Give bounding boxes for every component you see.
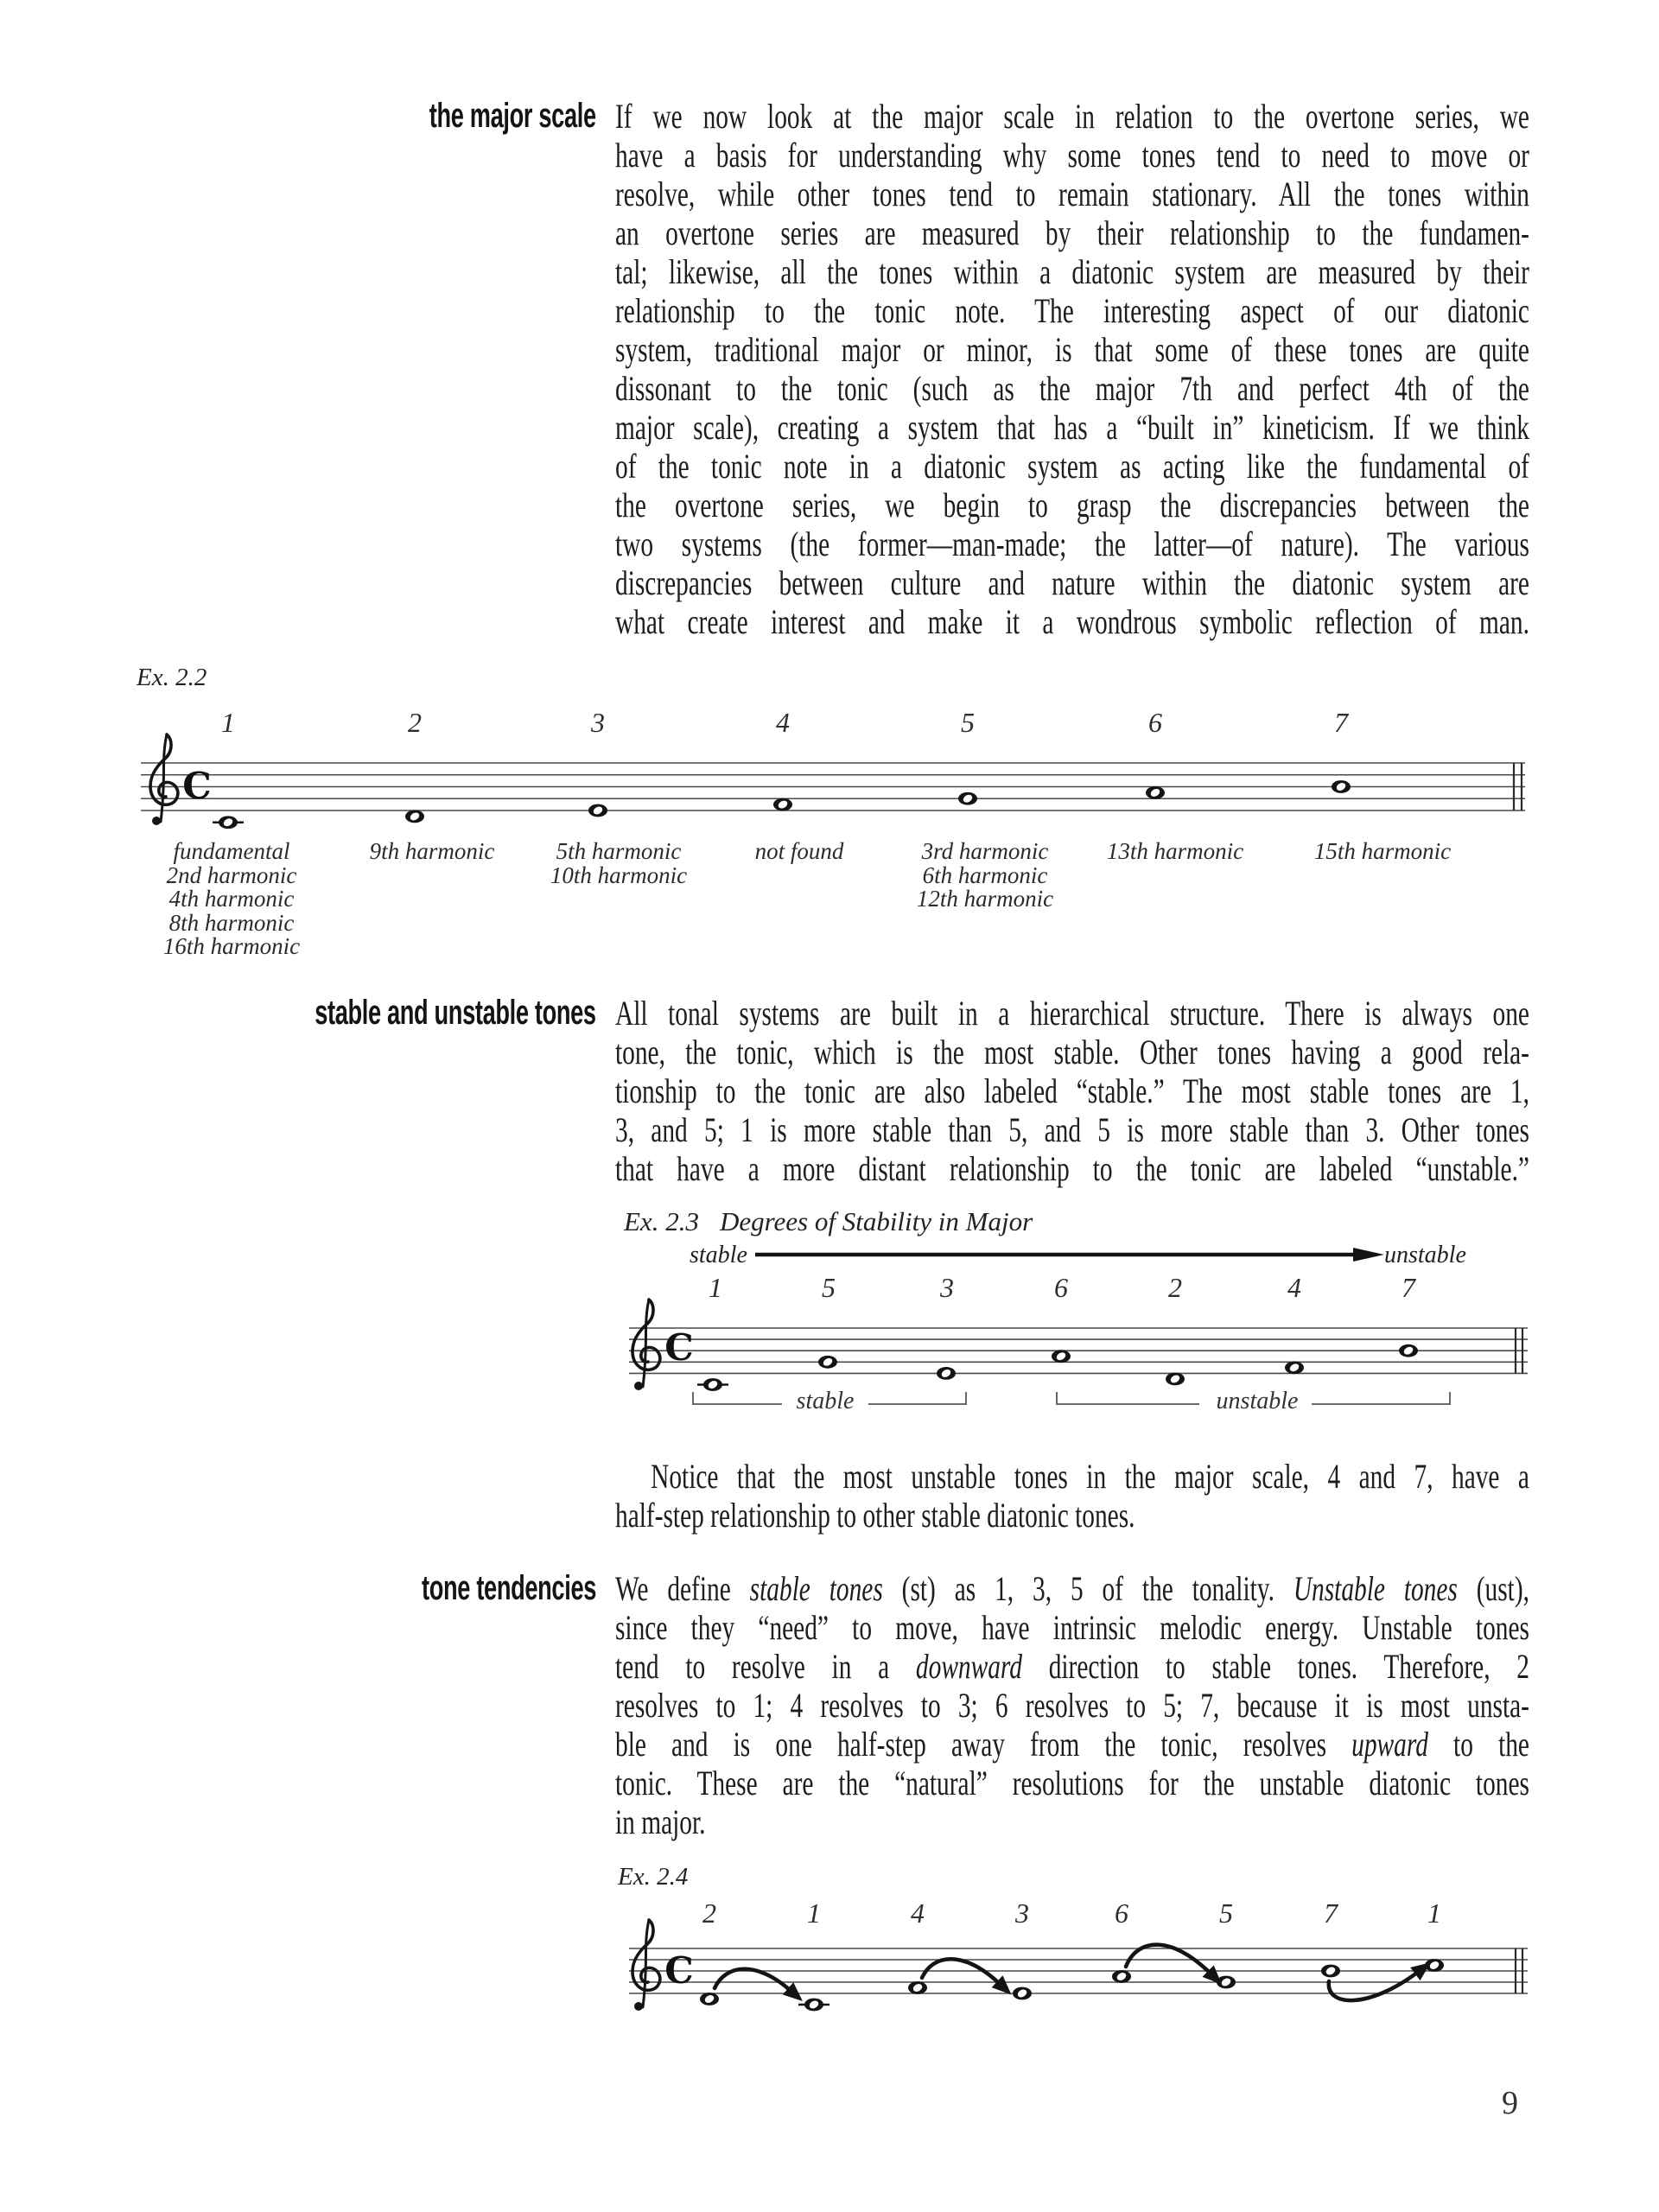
- whole-note: [804, 1999, 823, 2012]
- scale-degree-number: 6: [1148, 707, 1162, 738]
- paragraph-line: 3, and 5; 1 is more stable than 5, and 5 is more stable than 3. Other tones: [615, 1110, 1529, 1149]
- whole-note: [1399, 1344, 1418, 1357]
- harmonic-label-column: [1287, 840, 1478, 864]
- common-time-icon: C: [182, 765, 212, 807]
- whole-note: [1332, 780, 1351, 793]
- page-number: 9: [1502, 2085, 1518, 2121]
- harmonic-label: 5th harmonic: [556, 838, 682, 864]
- scale-degree-number: 7: [1334, 707, 1348, 738]
- harmonic-label: 8th harmonic: [168, 909, 295, 936]
- scale-degree-number: 4: [911, 1897, 925, 1929]
- whole-note: [405, 810, 424, 823]
- paragraph-line: since they “need” to move, have intrinsic melodic energy. Unstable tones: [615, 1608, 1529, 1647]
- whole-note: [1112, 1970, 1131, 1983]
- section-heading-label: tone tendencies: [422, 1569, 596, 1607]
- whole-note: [588, 804, 607, 817]
- whole-note: [1217, 1976, 1236, 1989]
- whole-note: [908, 1981, 927, 1994]
- paragraph-line: of the tonic note in a diatonic system as acting like the fundamental of: [615, 447, 1529, 486]
- scale-degree-number: 3: [940, 1272, 954, 1303]
- harmonic-label: 9th harmonic: [369, 838, 495, 864]
- harmonic-label-column: [890, 840, 1080, 912]
- paragraph-stable-unstable: [615, 994, 1659, 1188]
- whole-note: [818, 1356, 837, 1369]
- scale-degree-number: 2: [1168, 1272, 1182, 1303]
- section-heading-label: the major scale: [429, 97, 596, 135]
- paragraph-line: two systems (the former—man-made; the latter—of nature). The various: [615, 524, 1529, 563]
- whole-note: [1052, 1350, 1071, 1363]
- whole-note: [1285, 1361, 1304, 1374]
- harmonic-label-column: [337, 840, 527, 864]
- harmonic-label: 4th harmonic: [168, 886, 295, 912]
- whole-note: [1166, 1373, 1185, 1386]
- harmonic-label: 16th harmonic: [162, 933, 301, 959]
- ex23-staff: [605, 1287, 1547, 1434]
- scale-degree-number: 7: [1324, 1897, 1338, 1929]
- scale-degree-number: 6: [1115, 1897, 1128, 1929]
- paragraph-line: ble and is one half-step away from the tonic, resolves upward to the: [615, 1725, 1529, 1764]
- paragraph-line: tionship to the tonic are also labeled “stable.” The most stable tones are 1,: [615, 1071, 1529, 1110]
- paragraph-notice: [615, 1457, 1659, 1535]
- paragraph-line: that have a more distant relationship to the tonic are labeled “unstable.”: [615, 1149, 1529, 1188]
- ex24-staff: [605, 1910, 1547, 2035]
- treble-clef-icon: [150, 734, 178, 825]
- scale-degree-number: 5: [961, 707, 975, 738]
- example-label-ex22: Ex. 2.2: [137, 664, 207, 691]
- section-heading-tone-tendencies: [0, 1569, 596, 1608]
- harmonic-label: 10th harmonic: [550, 861, 688, 888]
- axis-label-stable: stable: [690, 1242, 747, 1268]
- paragraph-line: We define stable tones (st) as 1, 3, 5 of the tonality. Unstable tones (ust),: [615, 1569, 1529, 1608]
- bracket-label-unstable: unstable: [1216, 1388, 1299, 1414]
- paragraph-line: the overtone series, we begin to grasp the discrepancies between the: [615, 486, 1529, 524]
- whole-note: [219, 816, 238, 829]
- scale-degree-number: 3: [1015, 1897, 1029, 1929]
- section-heading-label: stable and unstable tones: [315, 994, 596, 1032]
- scale-degree-number: 6: [1054, 1272, 1068, 1303]
- resolution-arrows: [715, 1945, 1417, 2000]
- staff-lines: [629, 1328, 1528, 1373]
- section-heading-stable-unstable: [0, 994, 596, 1033]
- scale-degree-number: 3: [591, 707, 605, 738]
- common-time-icon: C: [664, 1949, 694, 1992]
- resolution-arrow-7-1: [1329, 1973, 1417, 2000]
- harmonic-label-column: [137, 840, 327, 959]
- whole-note: [1013, 1987, 1032, 2000]
- paragraph-line: have a basis for understanding why some tones tend to need to move or: [615, 136, 1529, 175]
- whole-note: [1425, 1959, 1444, 1972]
- scale-degree-number: 1: [1427, 1897, 1441, 1929]
- harmonic-label: 12th harmonic: [916, 886, 1054, 912]
- paragraph-line: system, traditional major or minor, is that some of these tones are quite: [615, 330, 1529, 369]
- example-title: Degrees of Stability in Major: [719, 1206, 1033, 1236]
- scale-degree-number: 4: [1287, 1272, 1301, 1303]
- paragraph-line: major scale), creating a system that has a “built in” kineticism. If we think: [615, 408, 1529, 447]
- paragraph-line: Notice that the most unstable tones in the major scale, 4 and 7, have a: [651, 1457, 1529, 1496]
- paragraph-line: discrepancies between culture and nature within the diatonic system are: [615, 563, 1529, 602]
- scale-degree-number: 4: [776, 707, 790, 738]
- bracket-label-stable: stable: [796, 1388, 855, 1414]
- paragraph-tone-tendencies: [615, 1569, 1659, 1841]
- paragraph-line: in major.: [615, 1802, 706, 1841]
- arrowhead-icon: [1353, 1248, 1384, 1262]
- resolution-arrow-2-1: [715, 1969, 790, 1990]
- harmonic-label: fundamental: [173, 838, 290, 864]
- scale-degree-number: 1: [709, 1272, 722, 1303]
- example-number: Ex. 2.3: [624, 1206, 699, 1236]
- harmonic-label: 6th harmonic: [922, 861, 1048, 888]
- scale-degree-number: 2: [702, 1897, 716, 1929]
- harmonic-label: not found: [754, 838, 844, 864]
- whole-note: [937, 1367, 956, 1380]
- whole-note: [1321, 1965, 1340, 1978]
- paragraph-line: half-step relationship to other stable diatonic tones.: [615, 1496, 1135, 1535]
- paragraph-line: If we now look at the major scale in relation to the overtone series, we: [615, 97, 1529, 136]
- scale-degree-number: 1: [807, 1897, 821, 1929]
- whole-note: [773, 798, 792, 811]
- treble-clef-icon: [632, 1920, 660, 2011]
- whole-note: [1146, 786, 1165, 799]
- paragraph-line: what create interest and make it a wondrous symbolic reflection of man.: [615, 602, 1529, 641]
- paragraph-major-scale: [615, 97, 1659, 641]
- whole-note: [703, 1378, 722, 1391]
- harmonic-label-column: [524, 840, 714, 887]
- common-time-icon: C: [664, 1326, 694, 1369]
- harmonic-label-column: [704, 840, 894, 864]
- whole-note: [700, 1993, 719, 2005]
- harmonic-label: 13th harmonic: [1106, 838, 1244, 864]
- ex22-staff: [121, 726, 1555, 851]
- paragraph-line: All tonal systems are built in a hierarchical structure. There is always one: [615, 994, 1529, 1033]
- scale-degree-number: 5: [822, 1272, 836, 1303]
- harmonic-label: 3rd harmonic: [921, 838, 1049, 864]
- paragraph-line: dissonant to the tonic (such as the major 7th and perfect 4th of the: [615, 369, 1529, 408]
- axis-label-unstable: unstable: [1384, 1242, 1466, 1268]
- paragraph-line: tend to resolve in a downward direction to stable tones. Therefore, 2: [615, 1647, 1529, 1686]
- example-label-ex24: Ex. 2.4: [618, 1863, 689, 1891]
- harmonic-label: 15th harmonic: [1313, 838, 1452, 864]
- section-heading-major-scale: [0, 97, 596, 136]
- staff-lines: [141, 763, 1525, 810]
- paragraph-line: an overtone series are measured by their relationship to the fundamen-: [615, 213, 1529, 252]
- paragraph-line: tonic. These are the “natural” resolutions for the unstable diatonic tones: [615, 1764, 1529, 1802]
- scale-degree-number: 7: [1402, 1272, 1415, 1303]
- paragraph-line: resolves to 1; 4 resolves to 3; 6 resolves to 5; 7, because it is most unsta-: [615, 1686, 1529, 1725]
- harmonic-label: 2nd harmonic: [166, 861, 297, 888]
- paragraph-line: tone, the tonic, which is the most stable. Other tones having a good rela-: [615, 1033, 1529, 1071]
- example-label-ex23: [624, 1206, 1033, 1237]
- scale-degree-number: 5: [1219, 1897, 1233, 1929]
- scale-degree-number: 2: [408, 707, 422, 738]
- harmonic-label-column: [1080, 840, 1270, 864]
- stability-arrow: [750, 1245, 1389, 1264]
- paragraph-line: resolve, while other tones tend to remain stationary. All the tones within: [615, 175, 1529, 213]
- treble-clef-icon: [632, 1300, 660, 1390]
- scale-degree-number: 1: [221, 707, 235, 738]
- whole-note: [958, 792, 977, 805]
- paragraph-line: relationship to the tonic note. The interesting aspect of our diatonic: [615, 291, 1529, 330]
- paragraph-line: tal; likewise, all the tones within a diatonic system are measured by their: [615, 252, 1529, 291]
